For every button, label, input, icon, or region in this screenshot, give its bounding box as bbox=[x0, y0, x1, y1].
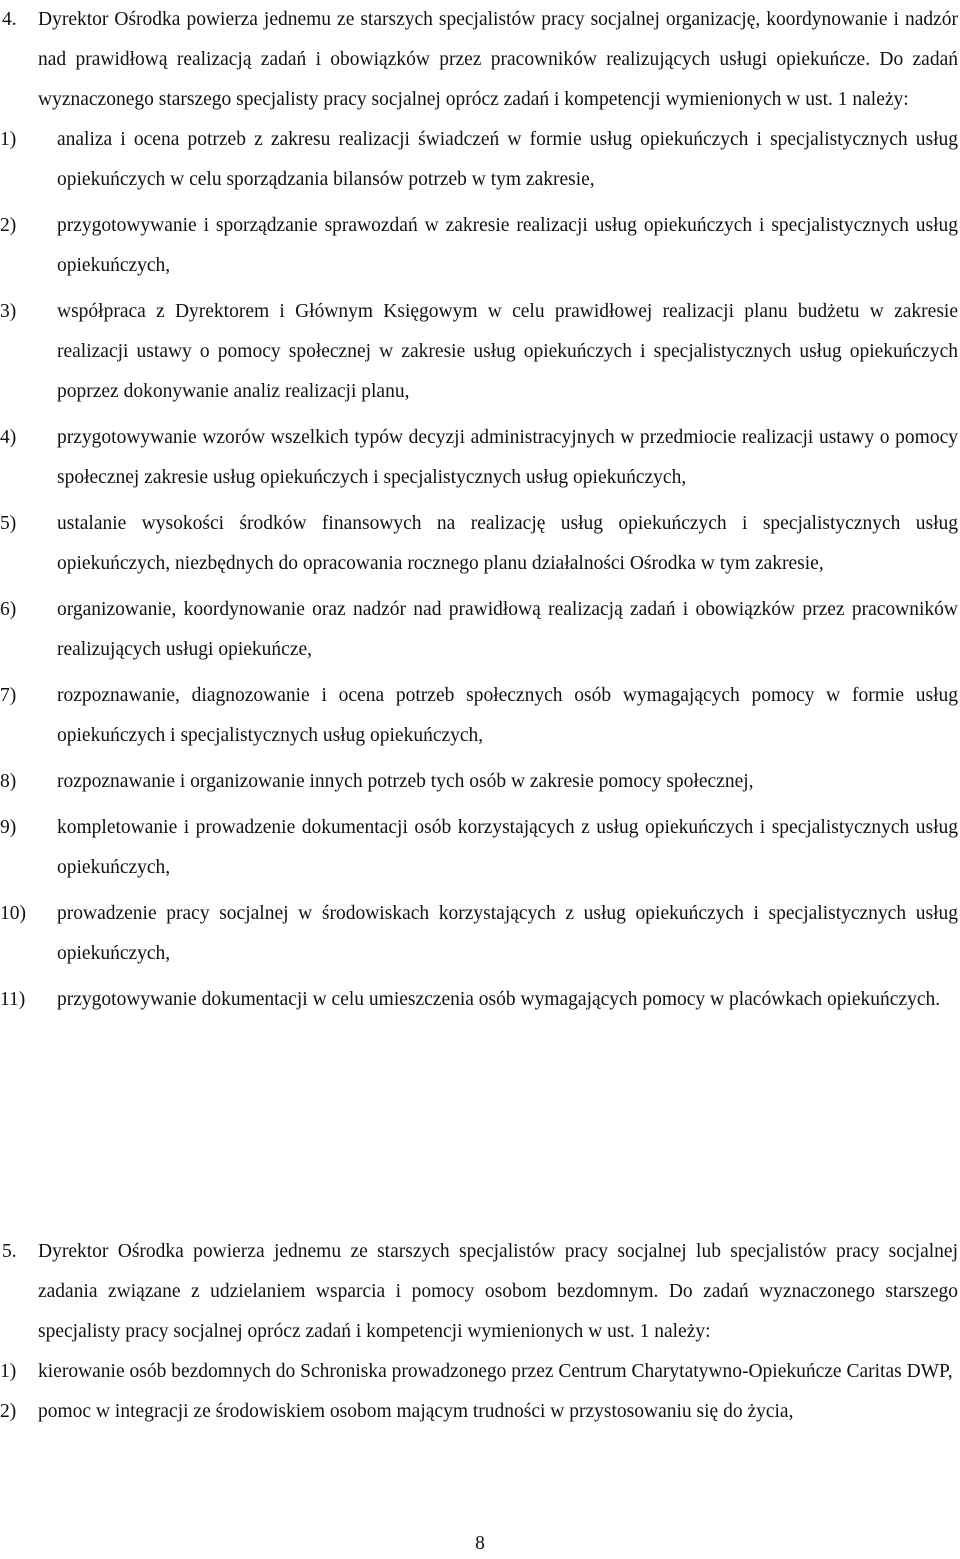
item-number: 6) bbox=[0, 599, 17, 620]
list-item bbox=[0, 292, 958, 412]
section-intro: Dyrektor Ośrodka powierza jednemu ze starszych specjalistów pracy socjalnej lub specjalistów pracy socjalnej zadania związane z udzielaniem wsparcia i pomocy osobom bezdomnym. Do zadań wyznaczonego starszego specjalisty pracy socjalnej oprócz zadań i kompetencji wymienionych w ust. 1 należy: bbox=[38, 1241, 958, 1342]
list-item bbox=[0, 676, 958, 756]
item-number: 5) bbox=[0, 513, 17, 534]
item-number: 7) bbox=[0, 685, 17, 706]
list-item bbox=[0, 590, 958, 670]
section-number: 5. bbox=[2, 1241, 17, 1262]
section-5 bbox=[0, 1232, 958, 1432]
list-item bbox=[0, 894, 958, 974]
list-item bbox=[0, 808, 958, 888]
item-number: 2) bbox=[0, 1401, 17, 1422]
item-text: analiza i ocena potrzeb z zakresu realizacji świadczeń w formie usług opiekuńczych i specjalistycznych usług opiekuńczych w celu sporządzania bilansów potrzeb w tym zakresie, bbox=[57, 129, 958, 190]
item-number: 11) bbox=[0, 989, 26, 1010]
item-number: 1) bbox=[0, 1361, 17, 1382]
item-text: kierowanie osób bezdomnych do Schroniska prowadzonego przez Centrum Charytatywno-Opiekuńcze Caritas DWP, bbox=[38, 1361, 953, 1382]
duties-list bbox=[0, 120, 958, 1020]
list-item bbox=[0, 762, 958, 802]
section-number: 4. bbox=[2, 9, 17, 30]
list-item bbox=[0, 120, 958, 200]
item-number: 1) bbox=[0, 129, 17, 150]
item-number: 2) bbox=[0, 215, 17, 236]
list-item bbox=[0, 504, 958, 584]
item-number: 9) bbox=[0, 817, 17, 838]
item-number: 8) bbox=[0, 771, 17, 792]
item-text: rozpoznawanie i organizowanie innych potrzeb tych osób w zakresie pomocy społecznej, bbox=[57, 771, 754, 792]
section-intro: Dyrektor Ośrodka powierza jednemu ze starszych specjalistów pracy socjalnej organizację, koordynowanie i nadzór nad prawidłową realizacją zadań i obowiązków przez pracowników realizujących usługi opiekuńcze. Do zadań wyznaczonego starszego specjalisty pracy socjalnej oprócz zadań i kompetencji wymienionych w ust. 1 należy: bbox=[38, 9, 958, 110]
item-text: współpraca z Dyrektorem i Głównym Księgowym w celu prawidłowej realizacji planu budżetu w zakresie realizacji ustawy o pomocy społecznej w zakresie usług opiekuńczych i specjalistycznych usług opiekuńczych poprzez dokonywanie analiz realizacji planu, bbox=[57, 301, 958, 402]
item-text: przygotowywanie dokumentacji w celu umieszczenia osób wymagających pomocy w placówkach opiekuńczych. bbox=[57, 989, 941, 1010]
item-number: 10) bbox=[0, 903, 26, 924]
list-item bbox=[0, 980, 958, 1020]
item-text: przygotowywanie wzorów wszelkich typów decyzji administracyjnych w przedmiocie realizacji ustawy o pomocy społecznej zakresie usług opiekuńczych i specjalistycznych usług opiekuńczych, bbox=[57, 427, 958, 488]
item-text: pomoc w integracji ze środowiskiem osobom mającym trudności w przystosowaniu się do życia, bbox=[38, 1401, 794, 1422]
page-number: 8 bbox=[475, 1533, 485, 1554]
duties-list bbox=[0, 1352, 958, 1432]
list-item bbox=[0, 1352, 958, 1392]
item-text: ustalanie wysokości środków finansowych na realizację usług opiekuńczych i specjalistycznych usług opiekuńczych, niezbędnych do opracowania rocznego planu działalności Ośrodka w tym zakresie, bbox=[57, 513, 958, 574]
item-text: prowadzenie pracy socjalnej w środowiskach korzystających z usług opiekuńczych i specjalistycznych usług opiekuńczych, bbox=[57, 903, 958, 964]
item-text: przygotowywanie i sporządzanie sprawozdań w zakresie realizacji usług opiekuńczych i specjalistycznych usług opiekuńczych, bbox=[57, 215, 958, 276]
item-number: 4) bbox=[0, 427, 17, 448]
list-item bbox=[0, 418, 958, 498]
item-text: kompletowanie i prowadzenie dokumentacji osób korzystających z usług opiekuńczych i specjalistycznych usług opiekuńczych, bbox=[57, 817, 958, 878]
item-number: 3) bbox=[0, 301, 17, 322]
item-text: rozpoznawanie, diagnozowanie i ocena potrzeb społecznych osób wymagających pomocy w formie usług opiekuńczych i specjalistycznych usług opiekuńczych, bbox=[57, 685, 958, 746]
list-item bbox=[0, 1392, 958, 1432]
list-item bbox=[0, 206, 958, 286]
item-text: organizowanie, koordynowanie oraz nadzór nad prawidłową realizacją zadań i obowiązków przez pracowników realizujących usługi opiekuńcze, bbox=[57, 599, 958, 660]
